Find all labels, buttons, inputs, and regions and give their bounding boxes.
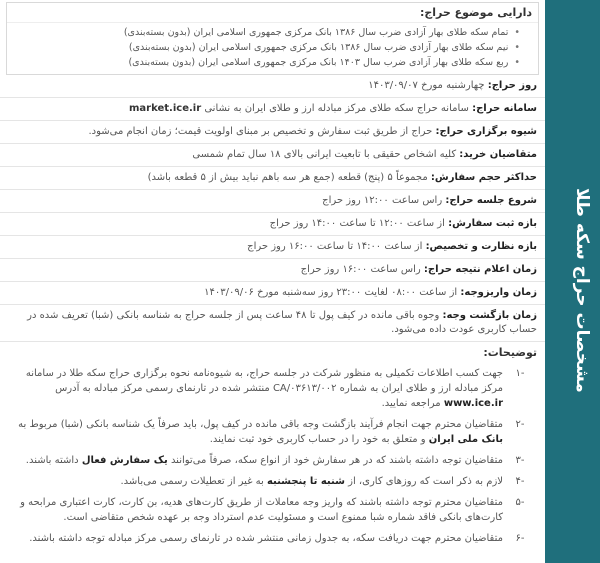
note-text-pre: متقاضیان توجه داشته باشند که در هر سفارش خود از انواع سکه، صرفاً می‌توانند bbox=[170, 455, 503, 466]
note-number: -۵ bbox=[515, 497, 525, 508]
auction-method-label: شیوه برگزاری حراج: bbox=[435, 126, 537, 137]
auction-method-value: حراج از طریق ثبت سفارش و تخصیص بر مبنای اولویت قیمت؛ زمان انجام می‌شود. bbox=[88, 126, 433, 137]
order-window-value: از ساعت ۱۲:۰۰ تا ساعت ۱۴:۰۰ روز حراج bbox=[269, 218, 445, 229]
note-item bbox=[0, 450, 545, 471]
result-time-row bbox=[0, 259, 545, 282]
note-number: -۳ bbox=[515, 455, 525, 466]
result-time-value: راس ساعت ۱۶:۰۰ روز حراج bbox=[300, 264, 421, 275]
note-text-pre: لازم به ذکر است که روزهای کاری، از bbox=[348, 476, 503, 487]
supervision-row bbox=[0, 236, 545, 259]
max-order-value: مجموعاً ۵ (پنج) قطعه (جمع هر سه باهم نباید بیش از ۵ قطعه باشد) bbox=[147, 172, 428, 183]
note-bold: بانک ملی ایران bbox=[428, 434, 503, 445]
asset-item: • ربع سکه طلای بهار آزادی ضرب سال ۱۴۰۳ بانک مرکزی جمهوری اسلامی ایران (بدون بسته‌بندی) bbox=[13, 55, 520, 70]
deposit-time-row bbox=[0, 282, 545, 305]
assets-box bbox=[6, 2, 539, 75]
assets-list bbox=[7, 23, 538, 74]
asset-item: • نیم سکه طلای بهار آزادی ضرب سال ۱۳۸۶ بانک مرکزی جمهوری اسلامی ایران (بدون بسته‌بندی) bbox=[13, 40, 520, 55]
note-bold: یک سفارش فعال bbox=[81, 455, 168, 466]
note-text-post: و متعلق به خود را در حساب کاربری خود ثبت نمایند. bbox=[209, 434, 426, 445]
auction-day-value: چهارشنبه مورخ ۱۴۰۳/۰۹/۰۷ bbox=[368, 80, 485, 91]
max-order-row bbox=[0, 167, 545, 190]
note-text-pre: متقاضیان محترم جهت انجام فرآیند بازگشت وجه باقی مانده در کیف پول، باید صرفاً یک شناسه بانکی (شبا) مربوط به bbox=[18, 419, 503, 430]
note-number: -۶ bbox=[515, 533, 525, 544]
note-bold: شنبه تا پنجشنبه bbox=[266, 476, 345, 487]
sidebar bbox=[545, 0, 600, 563]
asset-item: • تمام سکه طلای بهار آزادی ضرب سال ۱۳۸۶ بانک مرکزی جمهوری اسلامی ایران (بدون بسته‌بندی) bbox=[13, 25, 520, 40]
applicants-row bbox=[0, 144, 545, 167]
note-item bbox=[0, 363, 545, 414]
order-window-label: بازه ثبت سفارش: bbox=[448, 218, 537, 229]
applicants-label: متقاضیان خرید: bbox=[459, 149, 537, 160]
refund-time-value: وجوه باقی مانده در کیف پول تا ۴۸ ساعت پس از جلسه حراج به شناسه بانکی (شبا) تعریف شده در حساب کاربری عودت داده می‌شود. bbox=[27, 310, 537, 335]
supervision-label: بازه نظارت و تخصیص: bbox=[425, 241, 537, 252]
note-number: -۲ bbox=[515, 419, 525, 430]
refund-time-label: زمان بازگشت وجه: bbox=[442, 310, 537, 321]
note-number: -۴ bbox=[515, 476, 525, 487]
note-text: متقاضیان محترم جهت دریافت سکه، به جدول زمانی منتشر شده در تارنمای رسمی مرکز مبادله توجه داشته باشند. bbox=[29, 533, 503, 544]
order-window-row bbox=[0, 213, 545, 236]
note-text bbox=[8, 417, 503, 447]
auction-system-label: سامانه حراج: bbox=[472, 103, 537, 114]
ice-link[interactable]: www.ice.ir bbox=[443, 398, 503, 409]
note-text bbox=[8, 453, 503, 468]
deposit-time-value: از ساعت ۰۸:۰۰ لغایت ۲۳:۰۰ روز سه‌شنبه مورخ ۱۴۰۳/۰۹/۰۶ bbox=[204, 287, 458, 298]
session-start-row bbox=[0, 190, 545, 213]
auction-system-row bbox=[0, 98, 545, 121]
refund-time-row bbox=[0, 305, 545, 342]
max-order-label: حداکثر حجم سفارش: bbox=[430, 172, 537, 183]
note-text-post: داشته باشند. bbox=[25, 455, 79, 466]
note-text-post: مراجعه نمایید. bbox=[381, 398, 441, 409]
note-text-pre: جهت کسب اطلاعات تکمیلی به منظور شرکت در جلسه حراج، به شیوه‌نامه نحوه برگزاری حراج سکه طلا در سامانه مرکز مبادله ارز و طلای ایران به شماره CA/۰۳۶۱۳/۰۰۲ منتشر شده در تارنمای رسمی مرکز مبادله به آدرس bbox=[25, 368, 503, 394]
notes-heading: توضیحات: bbox=[483, 346, 537, 359]
note-text bbox=[8, 366, 503, 411]
deposit-time-label: زمان واریزوجه: bbox=[460, 287, 537, 298]
note-text: متقاضیان محترم توجه داشته باشند که واریز وجه معاملات از طریق کارت‌های هدیه، بن کارت، کارت اعتباری مرابحه و کارت‌های بانکی فاقد شماره شبا ممنوع است و مسئولیت عدم استرداد وجه بر عهده شخص متقاضی است. bbox=[20, 497, 503, 523]
note-item bbox=[0, 492, 545, 528]
note-item bbox=[0, 528, 545, 549]
auction-system-value: سامانه حراج سکه طلای مرکز مبادله ارز و طلای ایران به نشانی bbox=[204, 103, 469, 114]
auction-method-row bbox=[0, 121, 545, 144]
applicants-value: کلیه اشخاص حقیقی با تابعیت ایرانی بالای ۱۸ سال تمام شمسی bbox=[192, 149, 457, 160]
assets-heading: دارایی موضوع حراج: bbox=[7, 3, 538, 23]
note-number: -۱ bbox=[515, 368, 525, 379]
note-item bbox=[0, 414, 545, 450]
result-time-label: زمان اعلام نتیجه حراج: bbox=[423, 264, 537, 275]
auction-day-label: روز حراج: bbox=[487, 80, 537, 91]
note-item bbox=[0, 471, 545, 492]
sidebar-title: مشخصات حراج سکه طلا bbox=[572, 187, 592, 393]
session-start-value: راس ساعت ۱۲:۰۰ روز حراج bbox=[322, 195, 443, 206]
auction-day-row bbox=[0, 75, 545, 98]
note-text bbox=[8, 474, 503, 489]
session-start-label: شروع جلسه حراج: bbox=[445, 195, 537, 206]
supervision-value: از ساعت ۱۴:۰۰ تا ساعت ۱۶:۰۰ روز حراج bbox=[247, 241, 423, 252]
note-text-post: به غیر از تعطیلات رسمی می‌باشد. bbox=[120, 476, 264, 487]
market-link[interactable]: market.ice.ir bbox=[129, 103, 202, 114]
